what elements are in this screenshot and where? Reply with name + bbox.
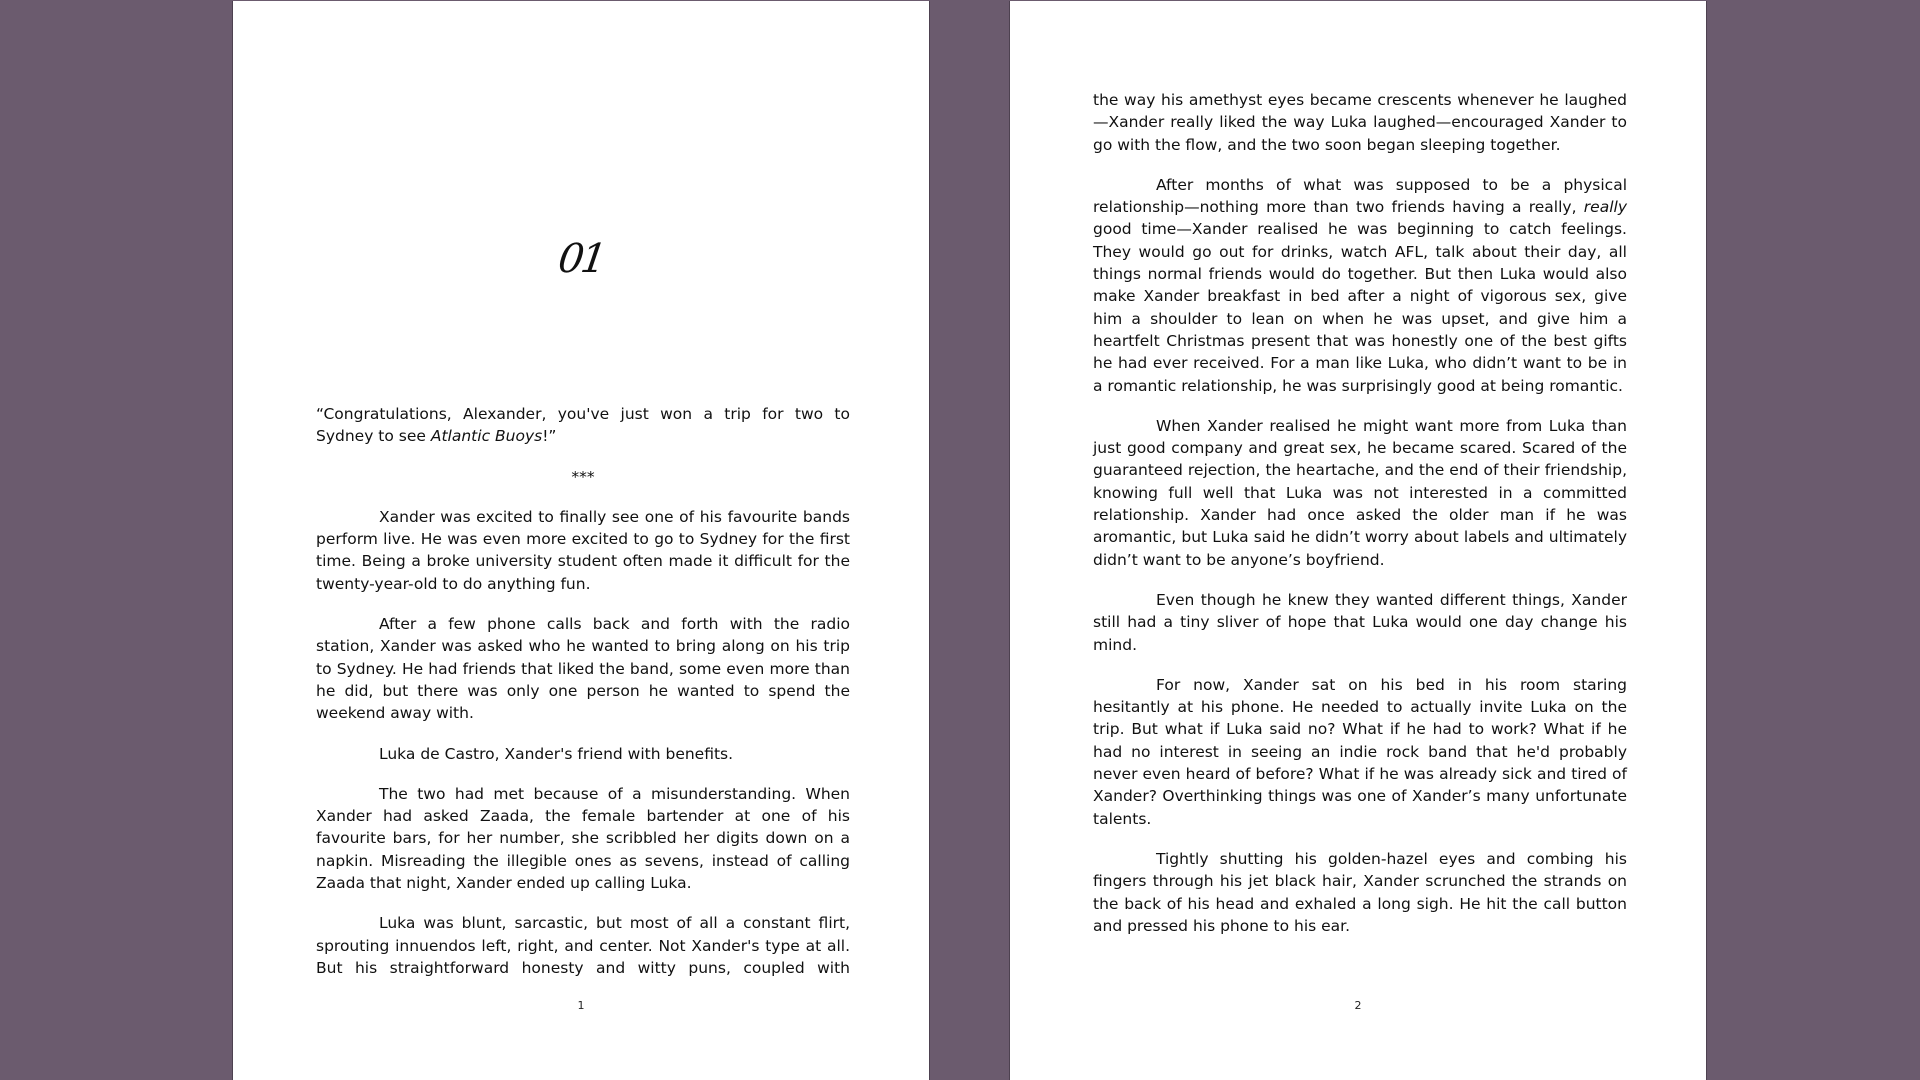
quote-title: Atlantic Buoys xyxy=(430,427,543,446)
emphasis-text: really xyxy=(1583,198,1627,217)
page-number: 2 xyxy=(1354,999,1362,1012)
paragraph: For now, Xander sat on his bed in his room staring hesitantly at his phone. He needed to actually invite Luka on the trip. But what if Luka said no? What if he had to work? What if he had no interest in seeing an indie rock band that he'd probably never even heard of before? What if he was already sick and tired of Xander? Overthinking things was one of Xander’s many unfortunate talents. xyxy=(1093,675,1627,828)
paragraph: Tightly shutting his golden-hazel eyes and combing his fingers through his jet black hair, Xander scrunched the strands on the back of his head and exhaled a long sigh. He hit the call button and pressed his phone to his ear. xyxy=(1093,849,1627,935)
page-2-text xyxy=(1093,89,1627,955)
paragraph-continuation: the way his amethyst eyes became crescents whenever he laughed—Xander really liked the way Luka laughed—encouraged Xander to go with the flow, and the two soon began sleeping together. xyxy=(1093,91,1627,154)
quote-end: !” xyxy=(542,427,557,446)
page-1 xyxy=(232,1,930,1080)
page-1-text xyxy=(316,403,850,997)
paragraph-text: After months of what was supposed to be a physical relationship—nothing more than two friends having a really, xyxy=(1093,175,1627,217)
paragraph-text: good time—Xander realised he was beginning to catch feelings. They would go out for drinks, watch AFL, talk about their day, all things normal friends would do together. But then Luka would also make Xander breakfast in bed after a night of vigorous sex, give him a shoulder to lean on when he was upset, and give him a heartfelt Christmas present that was honestly one of the best gifts he had ever received. For a man like Luka, who didn’t want to be in a romantic relationship, he was surprisingly good at being romantic. xyxy=(1093,220,1627,395)
quote-text: “Congratulations, Alexander, you've just won a trip for two to Sydney to see xyxy=(316,405,850,446)
paragraph: When Xander realised he might want more from Luka than just good company and great sex, he became scared. Scared of the guaranteed rejection, the heartache, and the end of their friendship, knowing full well that Luka was not interested in a committed relationship. Xander had once asked the older man if he was aromantic, but Luka said he didn’t worry about labels and ultimately didn’t want to be anyone’s boyfriend. xyxy=(1093,416,1627,569)
chapter-number: 01 xyxy=(555,236,607,282)
opening-quote xyxy=(316,403,850,448)
paragraph xyxy=(1093,174,1627,397)
scene-separator: *** xyxy=(571,467,595,486)
paragraph: Even though he knew they wanted different things, Xander still had a tiny sliver of hope that Luka would one day change his mind. xyxy=(1093,590,1627,654)
page-2 xyxy=(1009,1,1707,1080)
page-number: 1 xyxy=(577,999,585,1012)
paragraph: Luka was blunt, sarcastic, but most of all a constant flirt, sprouting innuendos left, right, and center. Not Xander's type at all. But his straightforward honesty and witty puns, coupled with xyxy=(316,914,850,977)
paragraph: After a few phone calls back and forth with the radio station, Xander was asked who he wanted to bring along on his trip to Sydney. He had friends that liked the band, some even more than he did, but there was only one person he wanted to spend the weekend away with. xyxy=(316,615,850,723)
paragraph: The two had met because of a misunderstanding. When Xander had asked Zaada, the female bartender at one of his favourite bars, for her number, she scribbled her digits down on a napkin. Misreading the illegible ones as sevens, instead of calling Zaada that night, Xander ended up calling Luka. xyxy=(316,784,850,893)
paragraph: Luka de Castro, Xander's friend with benefits. xyxy=(379,744,734,763)
paragraph: Xander was excited to finally see one of his favourite bands perform live. He was even more excited to go to Sydney for the first time. Being a broke university student often made it difficult for the twenty-year-old to do anything fun. xyxy=(316,507,850,593)
